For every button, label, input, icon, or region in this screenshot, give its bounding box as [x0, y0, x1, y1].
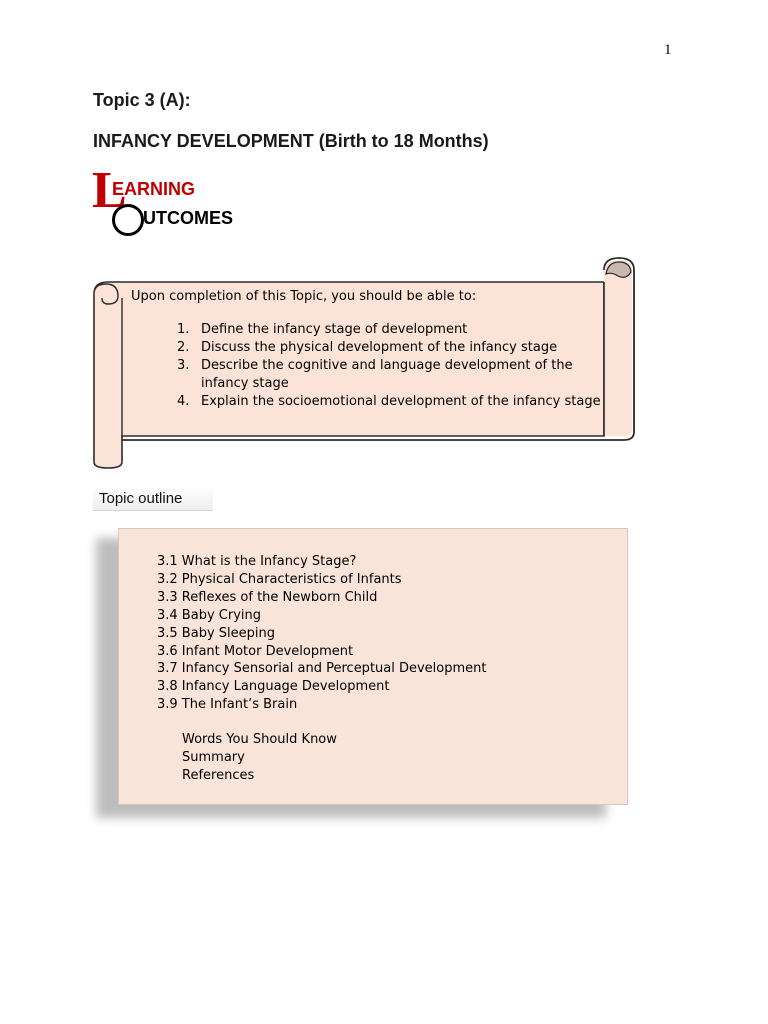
- topic-outline-header: [93, 486, 213, 511]
- outline-extra-item: Summary: [182, 749, 245, 765]
- outline-item: 3.4 Baby Crying: [157, 607, 261, 623]
- learning-initial-letter: L: [92, 162, 127, 219]
- outline-item: 3.3 Reflexes of the Newborn Child: [157, 589, 378, 605]
- outline-item: 3.7 Infancy Sensorial and Perceptual Development: [157, 661, 487, 677]
- outline-extras: [182, 731, 337, 785]
- outline-extra-item: References: [182, 767, 255, 783]
- scroll-content: [131, 289, 611, 411]
- outline-list: [157, 553, 487, 714]
- objectives-intro: Upon completion of this Topic, you should be able to:: [131, 289, 477, 304]
- objective-item: [177, 321, 611, 339]
- objective-number: 4.: [177, 394, 190, 409]
- outline-item: 3.9 The Infant’s Brain: [157, 697, 298, 713]
- topic-title: INFANCY DEVELOPMENT (Birth to 18 Months): [93, 131, 489, 151]
- outcomes-initial-circle: [112, 204, 144, 236]
- page-number: 1: [664, 42, 672, 58]
- objective-text: Define the infancy stage of development: [201, 322, 468, 337]
- objective-item: [177, 339, 611, 357]
- learning-word: EARNING: [112, 179, 196, 199]
- objective-text: Explain the socioemotional development of the infancy stage: [201, 394, 601, 409]
- objective-number: 1.: [177, 322, 190, 337]
- topic-outline-title: Topic outline: [99, 490, 183, 507]
- objective-item: [177, 357, 611, 393]
- outcomes-word: UTCOMES: [143, 208, 233, 228]
- outline-item: 3.2 Physical Characteristics of Infants: [157, 571, 402, 587]
- outline-extra-item: Words You Should Know: [182, 732, 337, 747]
- topic-label: Topic 3 (A):: [93, 90, 191, 110]
- outline-item: 3.6 Infant Motor Development: [157, 643, 354, 659]
- outline-item: 3.5 Baby Sleeping: [157, 625, 275, 641]
- objective-number: 2.: [177, 340, 190, 355]
- objective-number: 3.: [177, 358, 190, 373]
- outline-item: 3.1 What is the Infancy Stage?: [157, 554, 357, 569]
- objectives-list: [131, 321, 611, 411]
- objective-text: Describe the cognitive and language development of the infancy stage: [201, 358, 573, 391]
- objective-text: Discuss the physical development of the infancy stage: [201, 340, 558, 355]
- learning-outcomes-logo: [90, 162, 290, 236]
- outline-item: 3.8 Infancy Language Development: [157, 679, 390, 695]
- topic-outline-box: [118, 528, 628, 805]
- objective-item: [177, 393, 611, 411]
